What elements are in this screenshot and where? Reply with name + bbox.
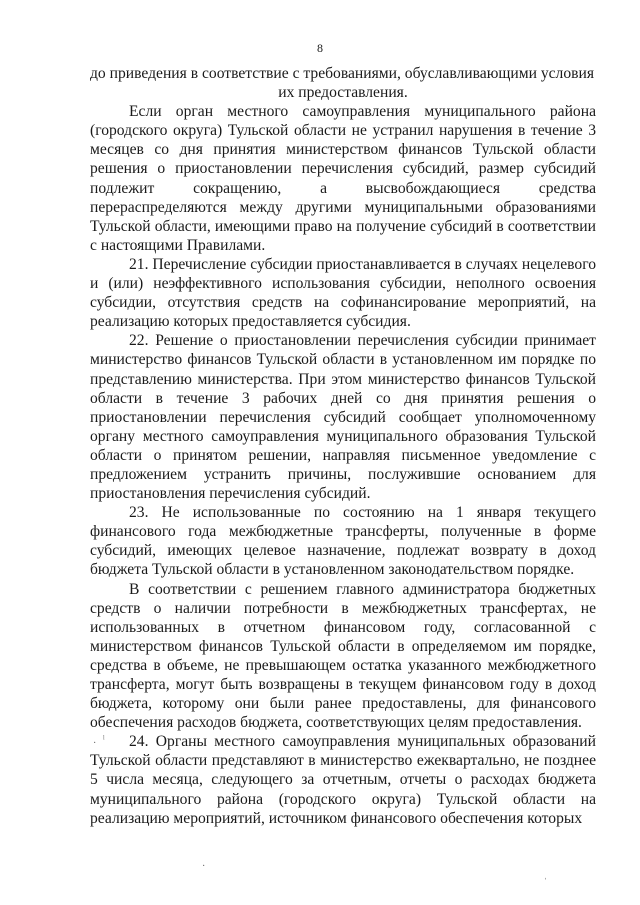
- paragraph-nonremediation: Если орган местного самоуправления муниципального района (городского округа) Тульской области не устранил нарушения в течение 3 месяцев со дня принятия министерством финансов Тульской области решения о приостановлении перечисления субсидий, размер субсидий подлежит сокращению, а высвобождающиеся средства перераспределяются между другими муниципальными образованиями Тульской области, имеющими право на получение субсидий в соответствии с настоящими Правилами.: [90, 103, 596, 254]
- paragraph-item-24: 24. Органы местного самоуправления муниципальных образований Тульской области представляют в министерство ежеквартально, не позднее 5 числа месяца, следующего за отчетным, отчеты о расходах бюджета муниципального района (городского округа) Тульской области на реализацию мероприятий, источником финансового обеспечения которых: [90, 733, 596, 827]
- scan-speck: ·: [202, 861, 206, 872]
- paragraph-item-21: 21. Перечисление субсидии приостанавливается в случаях нецелевого и (или) неэффективного использования субсидии, неполного освоения субсидии, отсутствия средств на софинансирование мероприятий, на реализацию которых предоставляется субсидия.: [90, 255, 596, 331]
- paragraph-item-23-return: В соответствии с решением главного администратора бюджетных средств о наличии потребности в межбюджетных трансфертах, не использованных в отчетном финансовом году, согласованной с министерством финансов Тульской области в определяемом им порядке, средства в объеме, не превышающем остатка указанного межбюджетного трансферта, могут быть возвращены в текущем финансовом году в доход бюджета, которому они были ранее предоставлены, для финансового обеспечения расходов бюджета, соответствующих целям предоставления.: [90, 580, 596, 732]
- page-number: 8: [317, 41, 323, 55]
- scan-speck: ·: [93, 738, 97, 749]
- paragraph-item-22: 22. Решение о приостановлении перечисления субсидии принимает министерство финансов Тульской области в установленном им порядке по представлению министерства. При этом министерство финансов Тульской области в течение 3 рабочих дней со дня принятия решения о приостановлении перечисления субсидий сообщает уполномоченному органу местного самоуправления муниципального образования Тульской области о принятом решении, направляя письменное уведомление с предложением устранить причины, послужившие основанием для приостановления перечисления субсидий.: [90, 332, 596, 503]
- scan-speck: ˈ: [544, 877, 548, 888]
- scan-speck: ˡ: [103, 734, 105, 745]
- paragraph-continuation: до приведения в соответствие с требованиями, обуславливающими условия: [90, 65, 595, 82]
- document-body: [90, 64, 596, 828]
- paragraph-continuation-tail: их предоставления.: [278, 84, 408, 102]
- paragraph-item-23: 23. Не использованные по состоянию на 1 января текущего финансового года межбюджетные трансферты, полученные в форме субсидий, имеющих целевое назначение, подлежат возврату в доход бюджета Тульской области в установленном законодательством порядке.: [90, 504, 596, 579]
